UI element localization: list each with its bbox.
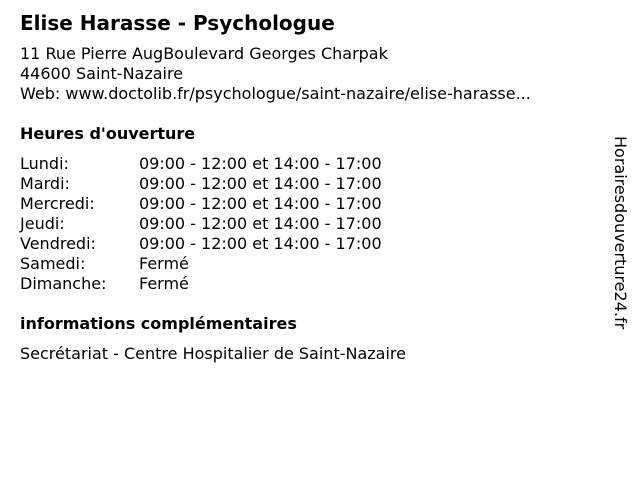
hours-row-monday xyxy=(20,154,440,174)
hours-row-tuesday xyxy=(20,174,440,194)
address-city: 44600 Saint-Nazaire xyxy=(20,64,184,83)
website-link[interactable]: Web: www.doctolib.fr/psychologue/saint-nazaire/elise-harasse... xyxy=(20,84,531,103)
hours-value: Fermé xyxy=(139,254,189,273)
hours-value: Fermé xyxy=(139,274,189,293)
site-watermark: Horairesdouverture24.fr xyxy=(611,136,630,330)
day-label: Mercredi: xyxy=(20,194,95,213)
address-street: 11 Rue Pierre AugBoulevard Georges Charpak xyxy=(20,44,388,63)
business-address xyxy=(20,44,531,104)
hours-value: 09:00 - 12:00 et 14:00 - 17:00 xyxy=(139,154,382,173)
hours-value: 09:00 - 12:00 et 14:00 - 17:00 xyxy=(139,174,382,193)
hours-row-sunday xyxy=(20,274,440,294)
opening-hours-table xyxy=(20,154,440,294)
day-label: Vendredi: xyxy=(20,234,96,253)
day-label: Samedi: xyxy=(20,254,86,273)
day-label: Lundi: xyxy=(20,154,69,173)
hours-value: 09:00 - 12:00 et 14:00 - 17:00 xyxy=(139,234,382,253)
day-label: Dimanche: xyxy=(20,274,107,293)
info-text: Secrétariat - Centre Hospitalier de Saint-Nazaire xyxy=(20,344,406,363)
hours-row-friday xyxy=(20,234,440,254)
day-label: Jeudi: xyxy=(20,214,65,233)
business-title: Elise Harasse - Psychologue xyxy=(20,11,335,35)
hours-heading: Heures d'ouverture xyxy=(20,124,196,143)
hours-value: 09:00 - 12:00 et 14:00 - 17:00 xyxy=(139,194,382,213)
hours-value: 09:00 - 12:00 et 14:00 - 17:00 xyxy=(139,214,382,233)
hours-row-wednesday xyxy=(20,194,440,214)
hours-row-thursday xyxy=(20,214,440,234)
hours-row-saturday xyxy=(20,254,440,274)
info-heading: informations complémentaires xyxy=(20,314,297,333)
day-label: Mardi: xyxy=(20,174,70,193)
